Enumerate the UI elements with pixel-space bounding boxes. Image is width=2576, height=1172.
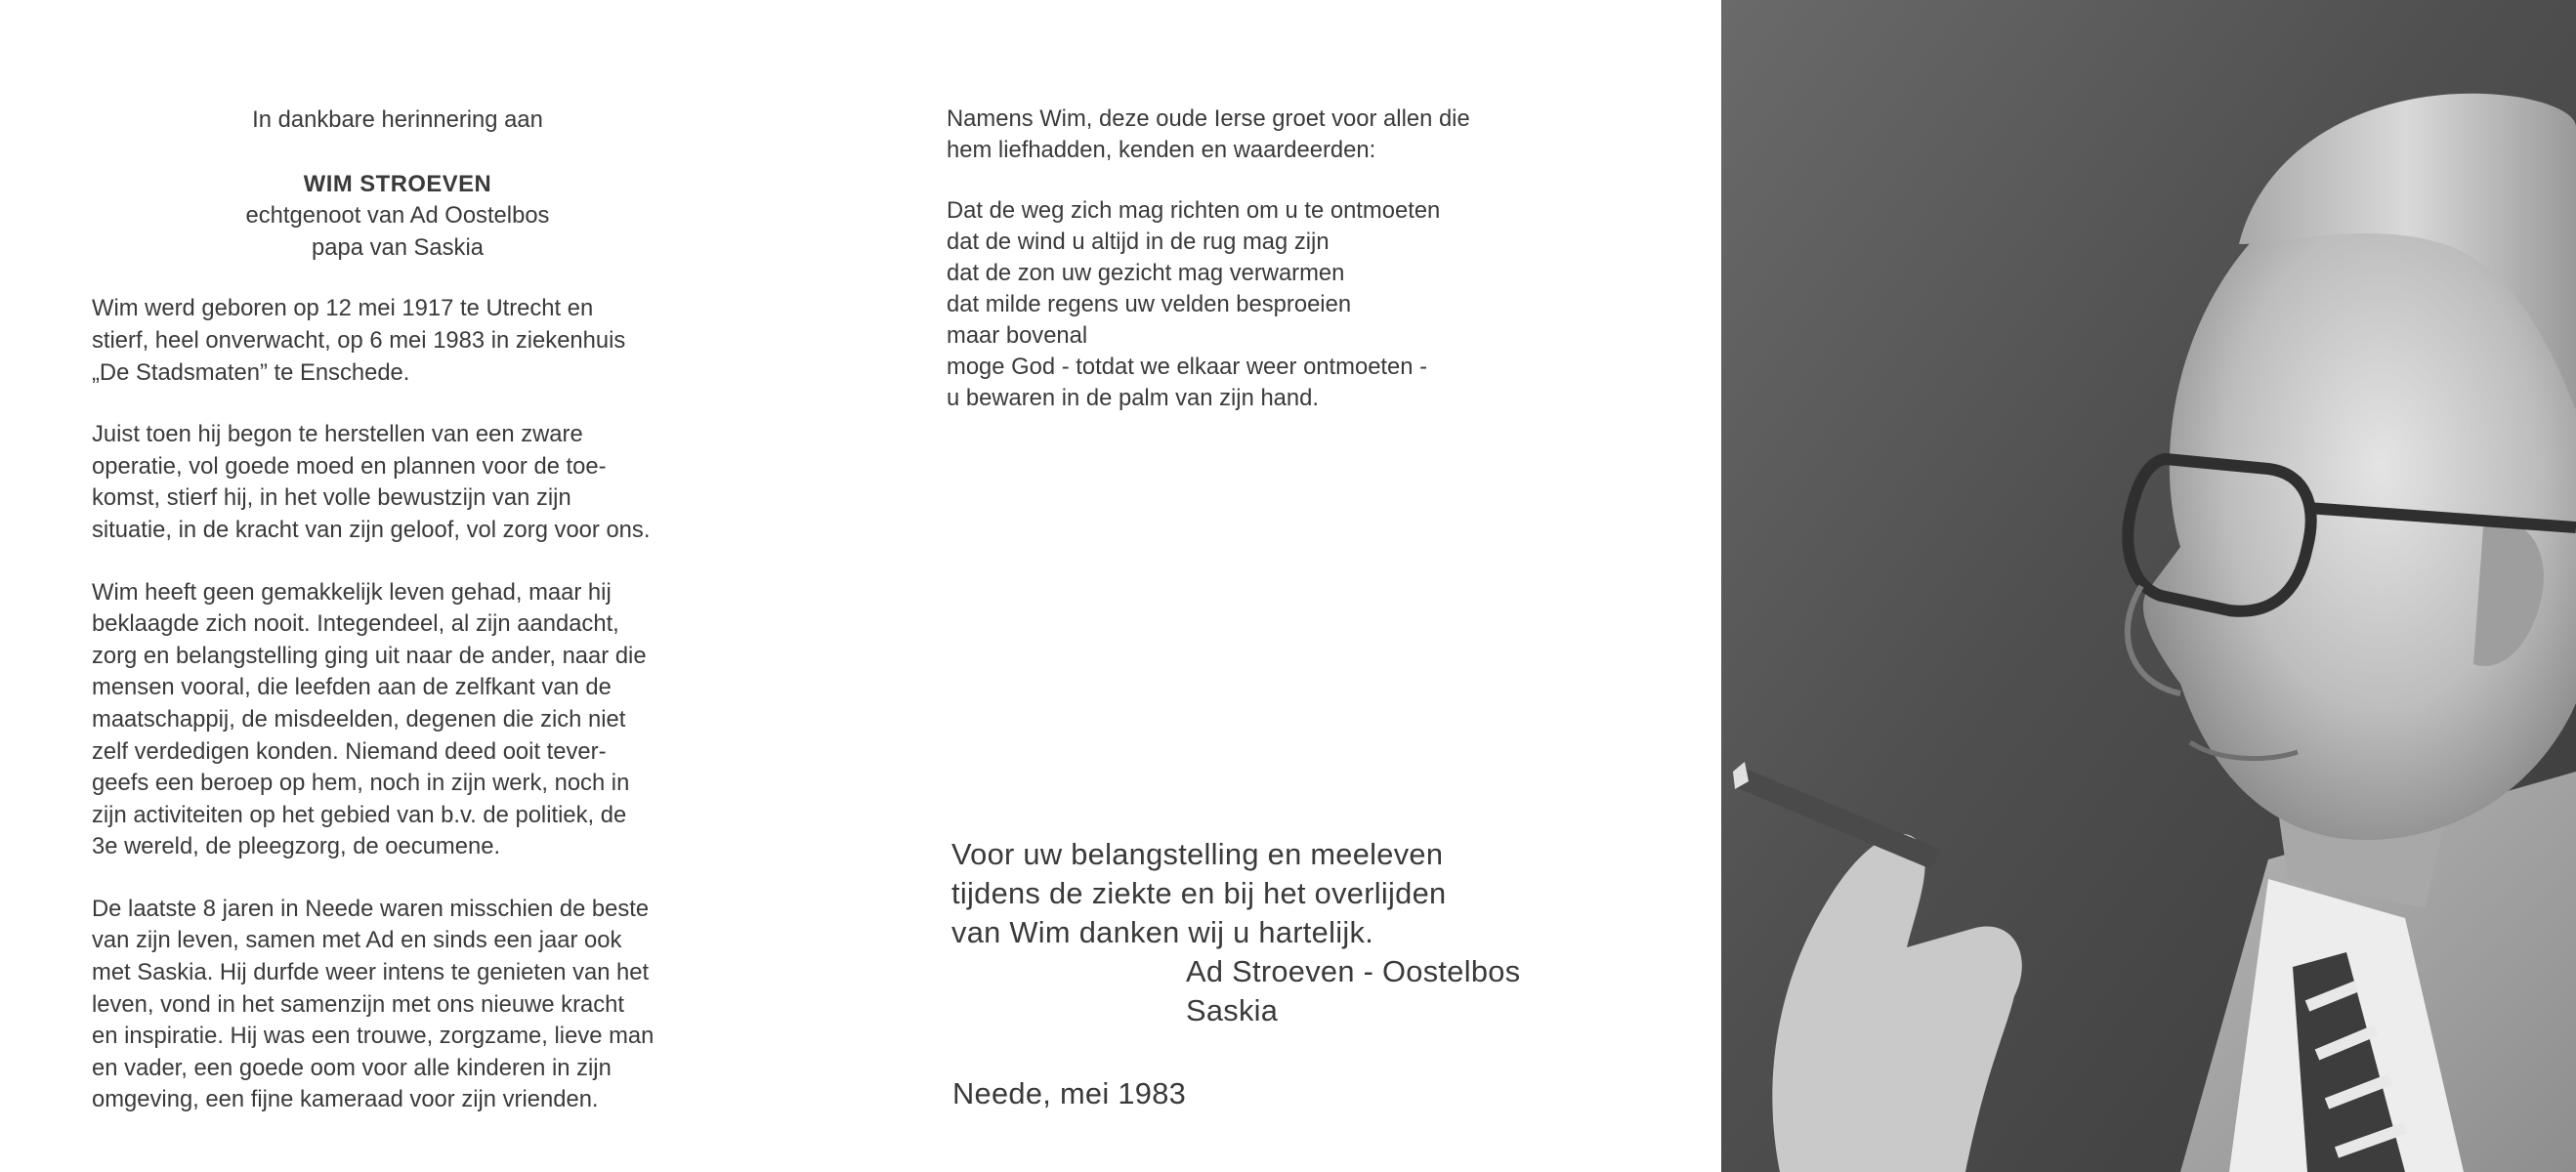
text-line: „De Stadsmaten” te Enschede. bbox=[92, 358, 410, 386]
deceased-name: WIM STROEVEN bbox=[303, 170, 492, 197]
text-line: met Saskia. Hij durfde weer intens te genieten van het bbox=[92, 959, 650, 986]
signatory: Ad Stroeven - Oostelbos bbox=[1186, 954, 1521, 988]
text-line: maatschappij, de misdeelden, degenen die zich niet bbox=[92, 705, 626, 732]
blessing-line: dat de zon uw gezicht mag verwarmen bbox=[947, 260, 1345, 286]
text-line: operatie, vol goede moed en plannen voor de toe- bbox=[92, 452, 607, 480]
blessing-intro bbox=[947, 104, 1572, 166]
irish-blessing bbox=[947, 195, 1572, 414]
text-line: omgeving, een fijne kameraad voor zijn vrienden. bbox=[92, 1086, 599, 1113]
thanks-line: tijdens de ziekte en bij het overlijden bbox=[951, 876, 1447, 910]
relation-spouse: echtgenoot van Ad Oostelbos bbox=[245, 202, 550, 230]
text-line: hem liefhadden, kenden en waardeerden: bbox=[947, 137, 1376, 163]
paragraph-character bbox=[92, 577, 703, 863]
intro-line: In dankbare herinnering aan bbox=[252, 106, 543, 133]
thanks-line: van Wim danken wij u hartelijk. bbox=[951, 915, 1374, 949]
place-date: Neede, mei 1983 bbox=[952, 1076, 1187, 1110]
text-line: zijn activiteiten op het gebied van b.v. de politiek, de bbox=[92, 801, 627, 828]
text-line: komst, stierf hij, in het volle bewustzijn van zijn bbox=[92, 484, 571, 512]
blessing-line: u bewaren in de palm van zijn hand. bbox=[947, 385, 1319, 411]
blessing-line: dat de wind u altijd in de rug mag zijn bbox=[947, 229, 1330, 255]
intro-block bbox=[92, 105, 703, 264]
memorial-text-column bbox=[92, 0, 703, 1116]
paragraph-last-years bbox=[92, 894, 703, 1116]
text-line: mensen vooral, die leefden aan de zelfkant van de bbox=[92, 674, 612, 701]
text-line: Wim werd geboren op 12 mei 1917 te Utrecht en bbox=[92, 295, 594, 322]
text-line: Namens Wim, deze oude Ierse groet voor allen die bbox=[947, 105, 1470, 132]
text-line: Wim heeft geen gemakkelijk leven gehad, maar hij bbox=[92, 578, 612, 606]
blessing-line: maar bovenal bbox=[947, 322, 1088, 349]
text-line: van zijn leven, samen met Ad en sinds een jaar ook bbox=[92, 927, 622, 954]
thanks-line: Voor uw belangstelling en meeleven bbox=[951, 837, 1444, 871]
blessing-line: dat milde regens uw velden besproeien bbox=[947, 291, 1352, 317]
text-line: De laatste 8 jaren in Neede waren misschien de beste bbox=[92, 895, 650, 922]
text-line: situatie, in de kracht van zijn geloof, vol zorg voor ons. bbox=[92, 516, 651, 543]
text-line: en inspiratie. Hij was een trouwe, zorgzame, lieve man bbox=[92, 1023, 655, 1050]
blessing-line: Dat de weg zich mag richten om u te ontmoeten bbox=[947, 197, 1441, 224]
blessing-column bbox=[947, 0, 1572, 414]
text-line: zelf verdedigen konden. Niemand deed ooit tever- bbox=[92, 737, 607, 765]
thank-you-note bbox=[951, 835, 1577, 1030]
text-line: beklaagde zich nooit. Integendeel, al zijn aandacht, bbox=[92, 610, 619, 638]
text-line: zorg en belangstelling ging uit naar de ander, naar die bbox=[92, 642, 647, 669]
text-line: 3e wereld, de pleegzorg, de oecumene. bbox=[92, 833, 501, 860]
portrait-photo bbox=[1721, 0, 2576, 1172]
text-line: en vader, een goede oom voor alle kinderen in zijn bbox=[92, 1054, 612, 1081]
text-line: stierf, heel onverwacht, op 6 mei 1983 in ziekenhuis bbox=[92, 326, 626, 354]
blessing-line: moge God - totdat we elkaar weer ontmoeten - bbox=[947, 354, 1428, 380]
text-line: Juist toen hij begon te herstellen van een zware bbox=[92, 421, 583, 448]
relation-parent: papa van Saskia bbox=[312, 233, 484, 261]
text-line: leven, vond in het samenzijn met ons nieuwe kracht bbox=[92, 990, 624, 1018]
signatory: Saskia bbox=[1186, 993, 1279, 1027]
text-line: geefs een beroep op hem, noch in zijn werk, noch in bbox=[92, 770, 630, 797]
paragraph-recovery bbox=[92, 419, 703, 546]
paragraph-birth-death bbox=[92, 293, 703, 389]
